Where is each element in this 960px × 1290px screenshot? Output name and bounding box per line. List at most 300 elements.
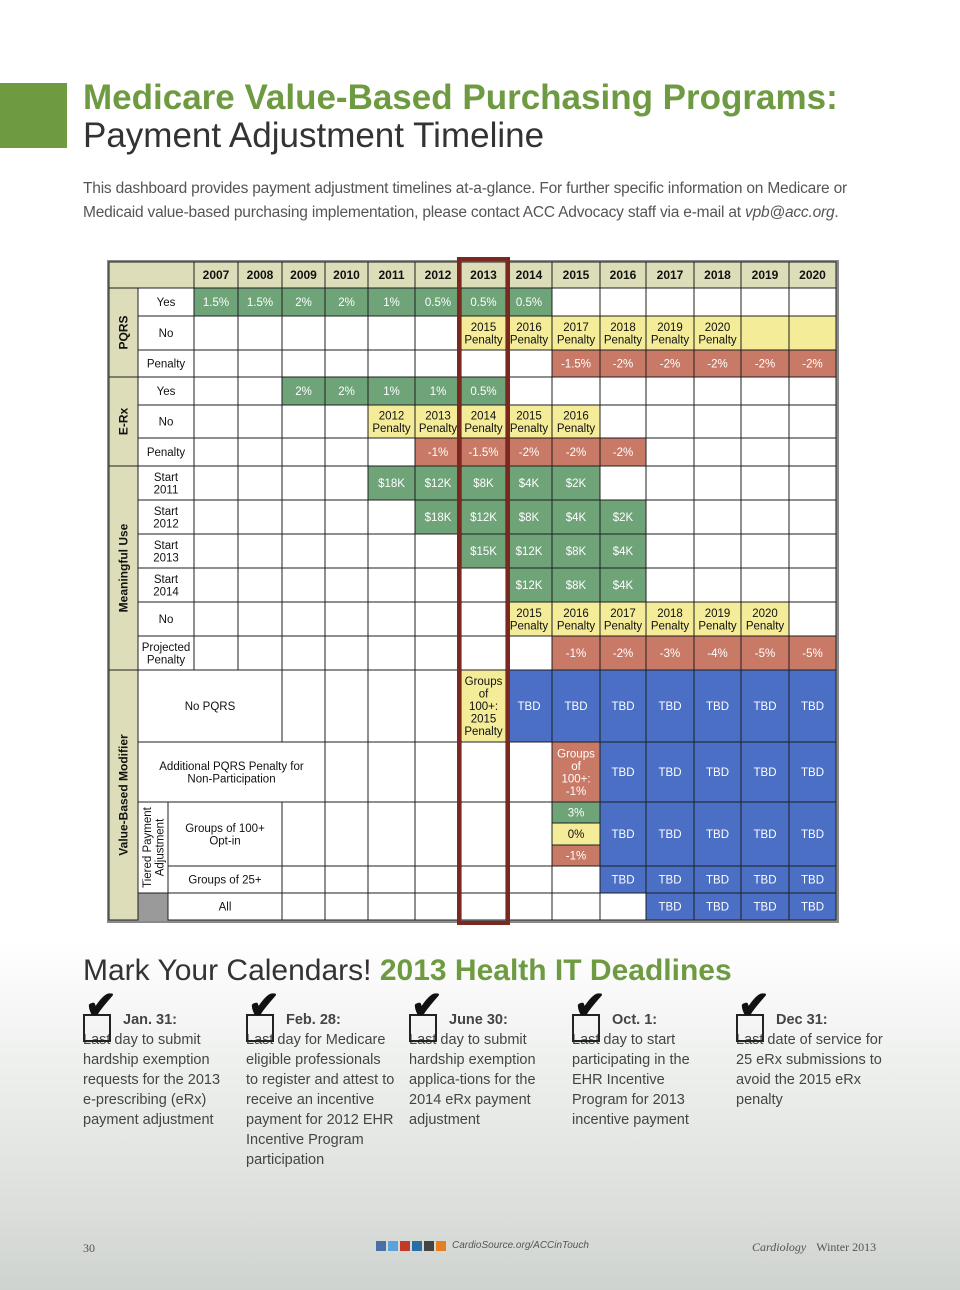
row-label: Groups of 25+ (188, 874, 262, 887)
cell-text: 1.5% (202, 297, 230, 310)
cell-text: 0.5% (424, 297, 452, 310)
table-cell (194, 602, 238, 636)
table-cell (506, 866, 552, 893)
table-cell (282, 802, 325, 866)
issue-date: Winter 2013 (816, 1240, 877, 1254)
table-cell (415, 866, 461, 893)
table-cell (325, 500, 368, 534)
calendar-title-a: Mark Your Calendars! (83, 954, 372, 987)
table-cell (282, 534, 325, 568)
cell-text: $18K (378, 478, 405, 491)
year-label: 2016 (609, 268, 637, 283)
table-cell (194, 466, 238, 500)
cell-text: 1% (383, 386, 400, 399)
cell-text: -5% (802, 648, 823, 661)
cell-text: $8K (565, 580, 587, 593)
checkmark-icon: ✔ (738, 985, 770, 1027)
table-cell (646, 405, 694, 438)
year-label: 2011 (378, 268, 405, 283)
table-cell (741, 466, 789, 500)
deadline-item (246, 985, 396, 1170)
deadline-text: Last day to start participating in the EHR Incentive Program for 2013 incentive payment (572, 1032, 690, 1128)
table-cell (600, 466, 646, 500)
cell-text: TBD (801, 767, 824, 780)
table-cell (600, 288, 646, 316)
cell-text: -2% (707, 358, 728, 371)
cell-text: -2% (612, 648, 634, 661)
table-cell (282, 438, 325, 466)
table-cell (325, 438, 368, 466)
table-cell (646, 466, 694, 500)
table-cell (415, 893, 461, 920)
table-cell (789, 405, 836, 438)
year-label: 2019 (751, 268, 779, 283)
cell-text: $4K (518, 478, 540, 491)
cell-text: 0% (567, 829, 585, 842)
cell-text: 0.5% (470, 386, 497, 399)
cell-text: $12K (424, 478, 452, 491)
row-label: All (218, 901, 232, 914)
cell-text: TBD (658, 829, 682, 842)
linkedin-icon[interactable] (412, 1241, 422, 1251)
cell-text: 2015 Penalty (464, 321, 503, 347)
contact-email[interactable]: vpb@acc.org (745, 204, 835, 221)
intro-text: This dashboard provides payment adjustment timelines at-a-glance. For further specific information on Medicare or Medicaid value-based purchasing implementation, please contact ACC Advocacy staff via e-mail at (83, 180, 847, 221)
table-cell (694, 438, 741, 466)
table-cell (741, 316, 789, 350)
deadline-item (736, 985, 886, 1110)
cell-text: $12K (515, 546, 543, 559)
intro-end: . (834, 204, 839, 221)
magazine-name: Cardiology (752, 1240, 807, 1254)
cell-text: 1.5% (246, 297, 274, 310)
table-cell (694, 466, 741, 500)
table-cell (238, 466, 282, 500)
table-cell (194, 377, 238, 405)
table-cell (325, 602, 368, 636)
table-cell (506, 636, 552, 670)
table-cell (368, 438, 415, 466)
cell-text: 2% (295, 297, 312, 310)
table-cell (282, 866, 325, 893)
year-label: 2018 (704, 268, 731, 283)
cell-text: 2020 Penalty (698, 321, 737, 347)
table-cell (694, 288, 741, 316)
table-cell (694, 534, 741, 568)
table-cell (238, 377, 282, 405)
table-cell (741, 438, 789, 466)
cell-text: -1% (427, 447, 449, 460)
cell-text: 1% (383, 297, 400, 310)
table-cell (646, 568, 694, 602)
group-label: Meaningful Use (116, 523, 131, 613)
cell-text: TBD (658, 874, 682, 887)
table-cell (461, 602, 506, 636)
cell-text: 2% (338, 297, 355, 310)
table-cell (282, 670, 325, 742)
cell-text: -2% (612, 447, 634, 460)
rss-icon[interactable] (436, 1241, 446, 1251)
cell-text: -2% (518, 447, 540, 460)
cell-text: -1.5% (468, 447, 499, 460)
table-cell (238, 568, 282, 602)
header-corner (109, 262, 194, 288)
calendar-title (83, 954, 732, 988)
table-cell (741, 405, 789, 438)
year-label: 2020 (799, 268, 826, 283)
table-cell (282, 602, 325, 636)
table-cell (325, 636, 368, 670)
deadline-date: Feb. 28: (286, 1012, 341, 1028)
row-label: Start 2012 (153, 505, 179, 531)
table-cell (461, 350, 506, 377)
cell-text: 2% (295, 386, 312, 399)
table-cell (741, 568, 789, 602)
site-url[interactable]: CardioSource.org/ACCinTouch (452, 1240, 589, 1251)
cell-text: TBD (517, 701, 541, 714)
cell-text: 2017 Penalty (556, 321, 596, 347)
cell-text: 2016 Penalty (556, 607, 596, 633)
cell-text: TBD (753, 701, 777, 714)
row-label: No (158, 328, 174, 341)
cell-text: TBD (706, 901, 729, 914)
table-cell (646, 288, 694, 316)
table-cell (789, 602, 836, 636)
youtube-icon[interactable] (400, 1241, 410, 1251)
cell-text: 2017 Penalty (603, 607, 643, 633)
row-label: Yes (156, 386, 176, 399)
cell-text: TBD (753, 901, 777, 914)
page-title: Medicare Value-Based Purchasing Programs: (83, 78, 838, 117)
deadline-date: Jan. 31: (123, 1012, 177, 1028)
deadline-text: Last date of service for 25 eRx submissions to avoid the 2015 eRx penalty (736, 1032, 883, 1108)
table-cell (415, 636, 461, 670)
table-cell (282, 893, 325, 920)
page-number: 30 (83, 1241, 95, 1255)
cell-text: TBD (564, 701, 588, 714)
cell-text: TBD (706, 874, 729, 887)
page-subtitle: Payment Adjustment Timeline (83, 116, 545, 155)
table-cell (325, 866, 368, 893)
cell-text: TBD (753, 767, 777, 780)
year-label: 2007 (202, 268, 230, 283)
cell-text: $2K (565, 478, 587, 491)
table-cell (194, 636, 238, 670)
table-cell (238, 350, 282, 377)
cell-text: TBD (658, 767, 682, 780)
table-cell (600, 405, 646, 438)
table-cell (368, 534, 415, 568)
cell-text: TBD (801, 901, 824, 914)
table-cell (552, 377, 600, 405)
cell-text: 2012 Penalty (372, 410, 411, 435)
table-cell (368, 802, 415, 866)
deadline-item (572, 985, 722, 1130)
table-cell (415, 670, 461, 742)
table-cell (282, 466, 325, 500)
table-cell (600, 377, 646, 405)
table-cell (368, 670, 415, 742)
table-cell (238, 405, 282, 438)
cell-text: -2% (754, 358, 776, 371)
table-cell (282, 636, 325, 670)
table-cell (552, 288, 600, 316)
row-label: Penalty (146, 447, 186, 460)
table-cell (789, 438, 836, 466)
table-cell (194, 316, 238, 350)
row-label: Additional PQRS Penalty for Non-Participation (159, 760, 304, 786)
table-cell (325, 893, 368, 920)
table-cell (506, 377, 552, 405)
cell-text: TBD (753, 874, 777, 887)
cell-text: -5% (754, 648, 776, 661)
table-cell (461, 568, 506, 602)
googleplus-icon[interactable] (424, 1241, 434, 1251)
table-cell (741, 534, 789, 568)
cell-text: $4K (612, 580, 634, 593)
cell-text: 2015 Penalty (509, 410, 549, 435)
table-cell (646, 377, 694, 405)
cell-text: $8K (473, 478, 494, 491)
row-label: Projected Penalty (141, 641, 191, 667)
cell-text: -1% (565, 648, 587, 661)
row-label: No PQRS (184, 701, 236, 714)
table-cell (789, 288, 836, 316)
cell-text: 2019 Penalty (650, 321, 690, 347)
table-cell (646, 534, 694, 568)
cell-text: $8K (565, 546, 587, 559)
table-cell (789, 568, 836, 602)
cell-text: TBD (611, 829, 635, 842)
table-cell (694, 377, 741, 405)
cell-text: -2% (802, 358, 823, 371)
checkmark-icon: ✔ (574, 985, 606, 1027)
table-cell (368, 893, 415, 920)
cell-text: 2018 Penalty (603, 321, 643, 347)
cell-text: -2% (565, 447, 587, 460)
cell-text: TBD (706, 767, 729, 780)
table-cell (646, 438, 694, 466)
table-cell (415, 602, 461, 636)
cell-text: 3% (567, 807, 585, 820)
year-label: 2010 (333, 268, 360, 283)
table-cell (325, 802, 368, 866)
table-cell (741, 377, 789, 405)
table-cell (238, 500, 282, 534)
cell-text: TBD (753, 829, 777, 842)
cell-text: TBD (706, 829, 729, 842)
table-cell (368, 742, 415, 802)
year-label: 2008 (246, 268, 274, 283)
table-cell (325, 742, 368, 802)
table-cell (325, 405, 368, 438)
table-cell (325, 670, 368, 742)
cell-text: $4K (565, 512, 587, 525)
cell-text: TBD (801, 874, 824, 887)
table-cell (282, 350, 325, 377)
table-cell (194, 405, 238, 438)
table-cell (238, 534, 282, 568)
issue-info (752, 1240, 876, 1255)
cell-text: 2016 Penalty (556, 410, 596, 435)
cell-text: 1% (429, 386, 447, 399)
table-cell (415, 350, 461, 377)
table-cell (282, 405, 325, 438)
year-label: 2014 (515, 268, 543, 283)
row-label: No (158, 416, 174, 429)
row-label: Start 2011 (153, 471, 179, 497)
table-cell (194, 534, 238, 568)
table-cell (194, 568, 238, 602)
cell-text: TBD (611, 874, 635, 887)
table-cell (789, 377, 836, 405)
table-cell (368, 568, 415, 602)
year-label: 2013 (470, 268, 497, 283)
table-cell (368, 636, 415, 670)
checkmark-icon: ✔ (248, 985, 280, 1027)
cell-text: 2018 Penalty (650, 607, 690, 633)
table-cell (789, 500, 836, 534)
table-cell (789, 316, 836, 350)
table-cell (415, 568, 461, 602)
cell-text: TBD (706, 701, 729, 714)
year-label: 2017 (656, 268, 684, 283)
facebook-icon[interactable] (376, 1241, 386, 1251)
row-label: Start 2014 (153, 573, 179, 599)
row-label: No (158, 614, 174, 627)
group-label: Value-Based Modifier (116, 734, 131, 856)
cell-text: TBD (658, 701, 682, 714)
cell-text: -2% (659, 358, 681, 371)
table-cell (461, 742, 506, 802)
table-cell (789, 534, 836, 568)
table-cell (325, 466, 368, 500)
cell-text: $12K (515, 580, 543, 593)
table-cell (368, 602, 415, 636)
cell-text: -1% (565, 850, 587, 863)
table-cell (415, 802, 461, 866)
checkmark-icon: ✔ (411, 985, 443, 1027)
row-label: Penalty (146, 358, 186, 371)
cell-text: Groups of 100+: -1% (557, 748, 595, 798)
table-cell (194, 350, 238, 377)
group-label: PQRS (116, 315, 131, 350)
table-cell (282, 500, 325, 534)
table-cell (368, 350, 415, 377)
cell-text: 2015 Penalty (509, 607, 549, 633)
table-cell (238, 438, 282, 466)
cell-text: -4% (707, 648, 728, 661)
cell-text: -1.5% (560, 358, 592, 371)
deadline-item (83, 985, 233, 1130)
table-cell (368, 500, 415, 534)
table-cell (194, 500, 238, 534)
year-label: 2009 (290, 268, 317, 283)
deadline-item (409, 985, 559, 1130)
cell-text: TBD (611, 767, 635, 780)
table-cell (238, 636, 282, 670)
table-cell (325, 568, 368, 602)
table-cell (694, 405, 741, 438)
deadline-text: Last day to submit hardship exemption requests for the 2013 e-prescribing (eRx) payment adjustment (83, 1032, 221, 1128)
table-cell (461, 636, 506, 670)
table-cell (282, 316, 325, 350)
table-cell (646, 500, 694, 534)
table-cell (368, 316, 415, 350)
cell-text: Groups of 100+: 2015 Penalty (464, 676, 503, 739)
table-cell (325, 534, 368, 568)
cell-text: 2020 Penalty (745, 607, 785, 633)
row-label: Groups of 100+ Opt-in (185, 822, 265, 848)
table-cell (325, 350, 368, 377)
year-label: 2012 (424, 268, 452, 283)
deadline-date: June 30: (449, 1012, 508, 1028)
cell-text: TBD (611, 701, 635, 714)
group-label: E-Rx (116, 407, 131, 436)
cell-text: 2% (338, 386, 355, 399)
table-cell (194, 438, 238, 466)
year-label: 2015 (562, 268, 590, 283)
cell-text: 2014 Penalty (464, 410, 503, 435)
table-cell (461, 802, 506, 866)
cell-text: 0.5% (470, 297, 497, 310)
table-cell (552, 893, 600, 920)
cell-text: -3% (659, 648, 681, 661)
table-cell (506, 742, 552, 802)
row-label: Start 2013 (153, 539, 179, 565)
checkmark-icon: ✔ (85, 985, 117, 1027)
table-cell (461, 866, 506, 893)
deadline-date: Dec 31: (776, 1012, 828, 1028)
table-cell (415, 534, 461, 568)
twitter-icon[interactable] (388, 1241, 398, 1251)
cell-text: 2016 Penalty (509, 321, 549, 347)
subgroup-label: Tiered PaymentAdjustment (141, 807, 167, 888)
cell-text: $15K (470, 546, 497, 559)
table-cell (238, 602, 282, 636)
cell-text: TBD (658, 901, 682, 914)
cell-text: $2K (612, 512, 634, 525)
cell-text: $12K (470, 512, 497, 525)
cell-text: -2% (612, 358, 634, 371)
table-cell (461, 893, 506, 920)
cell-text: $18K (424, 512, 452, 525)
table-cell (694, 500, 741, 534)
table-cell (415, 316, 461, 350)
cell-text: TBD (801, 701, 824, 714)
table-cell (325, 316, 368, 350)
table-cell (506, 350, 552, 377)
cell-text: $4K (612, 546, 634, 559)
table-cell (238, 316, 282, 350)
deadline-text: Last day to submit hardship exemption applica-tions for the 2014 eRx payment adjustment (409, 1032, 536, 1128)
cell-text: 0.5% (515, 297, 543, 310)
table-cell (415, 742, 461, 802)
table-cell (368, 866, 415, 893)
table-cell (789, 466, 836, 500)
cell-text: 2019 Penalty (698, 607, 737, 633)
table-cell (282, 568, 325, 602)
cell-text: 2013 Penalty (418, 410, 458, 435)
table-cell (600, 893, 646, 920)
social-links (376, 1240, 589, 1251)
deadline-text: Last day for Medicare eligible professionals to register and attest to receive an incentive payment for 2012 EHR Incentive Program participation (246, 1032, 395, 1168)
table-cell (741, 500, 789, 534)
deadline-date: Oct. 1: (612, 1012, 658, 1028)
cell-text: TBD (801, 829, 824, 842)
cell-text: $8K (518, 512, 540, 525)
calendar-title-b: 2013 Health IT Deadlines (379, 954, 732, 987)
